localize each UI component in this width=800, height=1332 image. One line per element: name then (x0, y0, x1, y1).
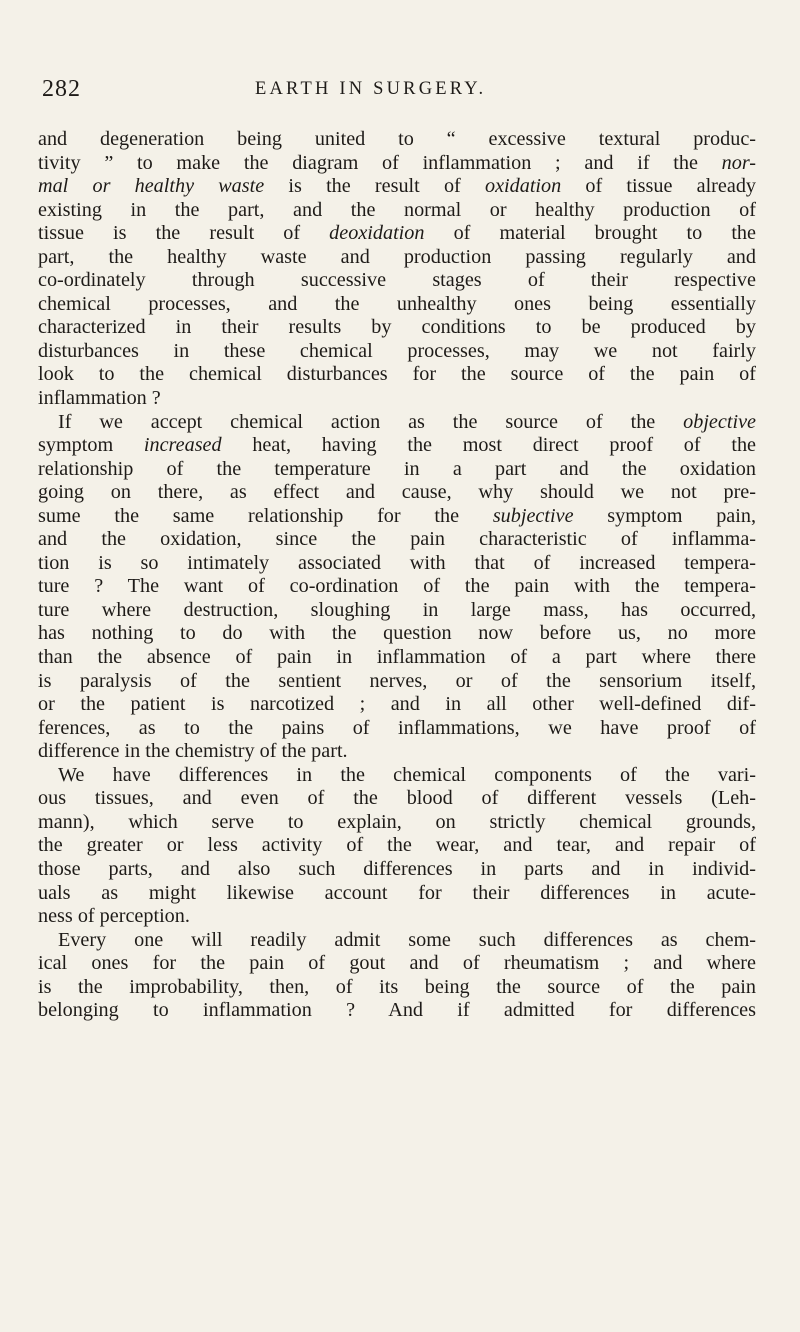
body-line: Every one will readily admit some such differences as chem- (58, 928, 756, 951)
body-line: difference in the chemistry of the part. (38, 740, 348, 763)
body-line: inflammation ? (38, 387, 161, 410)
body-line: sume the same relationship for the subjective symptom pain, (38, 504, 756, 527)
body-line: We have differences in the chemical components of the vari- (58, 763, 756, 786)
body-line: look to the chemical disturbances for the source of the pain of (38, 363, 756, 386)
body-line: ical ones for the pain of gout and of rheumatism ; and where (38, 952, 756, 975)
body-line: uals as might likewise account for their differences in acute- (38, 881, 756, 904)
body-line: has nothing to do with the question now before us, no more (38, 622, 756, 645)
body-line: going on there, as effect and cause, why should we not pre- (38, 481, 756, 504)
body-line: and degeneration being united to “ excessive textural produc- (38, 128, 756, 150)
body-line: existing in the part, and the normal or healthy production of (38, 198, 756, 221)
body-line: part, the healthy waste and production passing regularly and (38, 245, 756, 268)
body-line: chemical processes, and the unhealthy ones being essentially (38, 292, 756, 315)
body-line: co-ordinately through successive stages of their respective (38, 269, 756, 292)
body-line: than the absence of pain in inflammation of a part where there (38, 646, 756, 669)
body-line: ture where destruction, sloughing in large mass, has occurred, (38, 598, 756, 621)
body-line: ous tissues, and even of the blood of different vessels (Leh- (38, 787, 756, 810)
body-line: is paralysis of the sentient nerves, or of the sensorium itself, (38, 669, 756, 692)
body-line: tion is so intimately associated with that of increased tempera- (38, 551, 756, 574)
body-line: the greater or less activity of the wear, and tear, and repair of (38, 834, 756, 857)
body-line: tivity ” to make the diagram of inflammation ; and if the nor- (38, 151, 756, 174)
body-line: tissue is the result of deoxidation of material brought to the (38, 222, 756, 245)
page-number: 282 (42, 76, 81, 102)
body-line: relationship of the temperature in a part and the oxidation (38, 457, 756, 480)
body-line: mann), which serve to explain, on strictly chemical grounds, (38, 810, 756, 833)
body-line: or the patient is narcotized ; and in all other well-defined dif- (38, 693, 756, 716)
body-line: characterized in their results by conditions to be produced by (38, 316, 756, 339)
body-line: ness of perception. (38, 905, 190, 928)
body-line: is the improbability, then, of its being the source of the pain (38, 975, 756, 998)
body-line: those parts, and also such differences in parts and in individ- (38, 857, 756, 880)
body-line: disturbances in these chemical processes, may we not fairly (38, 339, 756, 362)
body-line: and the oxidation, since the pain characteristic of inflamma- (38, 528, 756, 551)
body-line: belonging to inflammation ? And if admitted for differences (38, 999, 756, 1022)
body-line: ferences, as to the pains of inflammations, we have proof of (38, 716, 756, 739)
body-line: mal or healthy waste is the result of oxidation of tissue already (38, 175, 757, 198)
body-line: ture ? The want of co-ordination of the pain with the tempera- (38, 575, 756, 598)
running-title: EARTH IN SURGERY. (255, 79, 487, 99)
body-line: symptom increased heat, having the most direct proof of the (38, 434, 757, 457)
body-line: If we accept chemical action as the source of the objective (58, 410, 756, 433)
body-text (38, 128, 756, 1023)
